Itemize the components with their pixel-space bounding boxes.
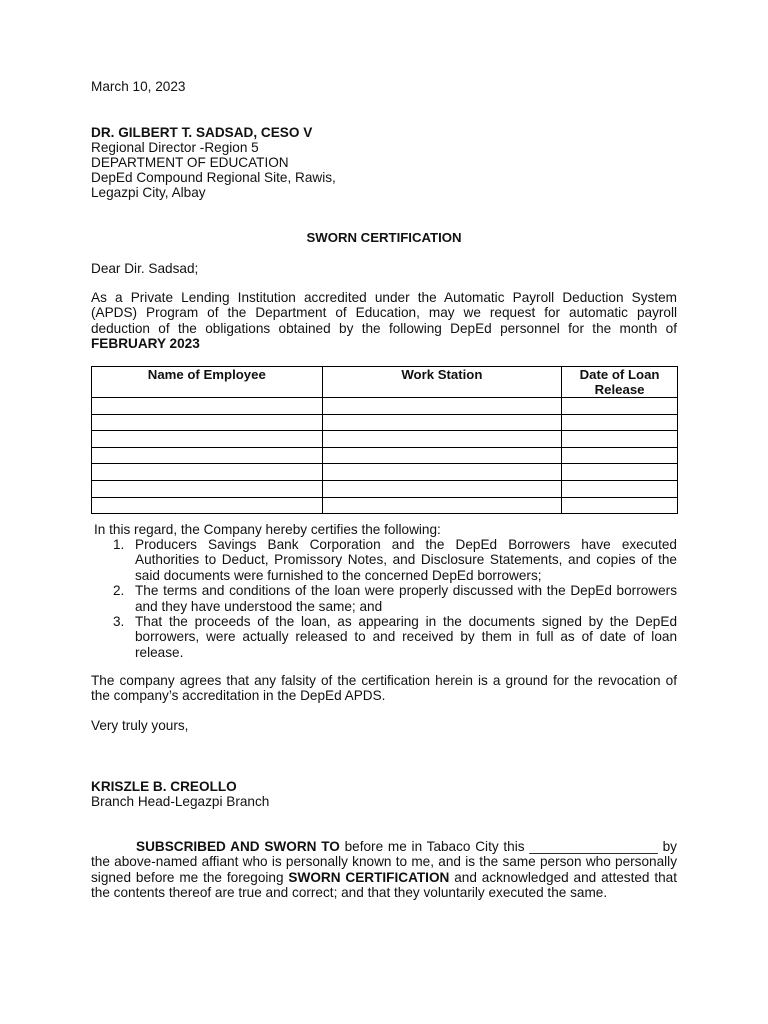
table-cell (562, 414, 678, 431)
list-item-number: 2. (113, 583, 125, 599)
table-cell (562, 464, 678, 481)
agreement-paragraph: The company agrees that any falsity of the certification herein is a ground for the revocation of the company’s accreditation in the DepEd APDS. (91, 673, 677, 704)
table-cell (322, 414, 562, 431)
jurat-lead: SUBSCRIBED AND SWORN TO (136, 839, 340, 854)
jurat-text: before me in Tabaco City this (339, 839, 530, 854)
table-cell (562, 398, 678, 415)
certification-list (93, 537, 677, 660)
list-item (93, 537, 677, 583)
table-cell (562, 480, 678, 497)
table-row (92, 497, 678, 514)
list-item-text: The terms and conditions of the loan were properly discussed with the DepEd borrowers and they have understood the same; and (135, 583, 677, 614)
table-cell (322, 480, 562, 497)
table-row (92, 480, 678, 497)
intro-paragraph (91, 290, 677, 352)
addressee-line: Legazpi City, Albay (91, 185, 206, 200)
column-header-name: Name of Employee (92, 367, 323, 398)
certify-intro: In this regard, the Company hereby certifies the following: (94, 522, 441, 537)
list-item-text: That the proceeds of the loan, as appearing in the documents signed by the DepEd borrowers, were actually released to and received by them in full as of date of loan release. (135, 614, 677, 660)
list-item-number: 3. (113, 614, 125, 630)
table-cell (92, 497, 323, 514)
table-cell (322, 447, 562, 464)
intro-month: FEBRUARY 2023 (91, 336, 200, 352)
salutation: Dear Dir. Sadsad; (91, 261, 199, 276)
jurat-paragraph (91, 839, 677, 901)
table-row (92, 398, 678, 415)
column-header-work-station: Work Station (322, 367, 562, 398)
table-cell (322, 398, 562, 415)
jurat-document-name: SWORN CERTIFICATION (288, 869, 450, 885)
list-item-text: Producers Savings Bank Corporation and the DepEd Borrowers have executed Authorities to Deduct, Promissory Notes, and Disclosure Statements, and copies of the said documents were furnished to the concerned DepEd borrowers; (135, 537, 677, 583)
jurat-text: and acknowledged and attested that the contents thereof are true and correct; and that they voluntarily executed the same. (91, 869, 678, 901)
table-cell (92, 464, 323, 481)
signatory-position: Branch Head-Legazpi Branch (91, 794, 270, 809)
list-item (93, 583, 677, 614)
addressee-line: DepEd Compound Regional Site, Rawis, (91, 170, 336, 185)
column-header-date-of-loan-release: Date of Loan Release (562, 367, 678, 398)
addressee-name: DR. GILBERT T. SADSAD, CESO V (91, 125, 313, 140)
list-item (93, 614, 677, 660)
addressee-line: Regional Director -Region 5 (91, 140, 259, 155)
table-cell (92, 431, 323, 448)
table-cell (322, 464, 562, 481)
document-title: SWORN CERTIFICATION (306, 230, 462, 245)
table-row (92, 414, 678, 431)
addressee-line: DEPARTMENT OF EDUCATION (91, 155, 289, 170)
table-cell (562, 431, 678, 448)
table-cell (562, 497, 678, 514)
table-cell (322, 431, 562, 448)
table-row (92, 447, 678, 464)
loan-table (91, 366, 678, 514)
date-blank-line: _________________ (529, 839, 658, 854)
list-item-number: 1. (113, 537, 125, 552)
table-header-row (92, 367, 678, 398)
table-cell (92, 398, 323, 415)
table-row (92, 464, 678, 481)
table-row (92, 431, 678, 448)
table-cell (92, 447, 323, 464)
table-cell (92, 414, 323, 431)
letter-date: March 10, 2023 (91, 79, 186, 94)
table-cell (92, 480, 323, 497)
signatory-name: KRISZLE B. CREOLLO (91, 779, 237, 794)
intro-text: As a Private Lending Institution accredited under the Automatic Payroll Deduction System (APDS) Program of the Department of Education, may we request for automatic payroll deduction of the obligations obtained by the following DepEd personnel for the month of (91, 290, 677, 336)
jurat-text: by the above-named affiant who is personally known to me, and is the same person who personally signed before me the foregoing (91, 839, 677, 885)
table-cell (322, 497, 562, 514)
closing: Very truly yours, (91, 718, 189, 733)
table-cell (562, 447, 678, 464)
